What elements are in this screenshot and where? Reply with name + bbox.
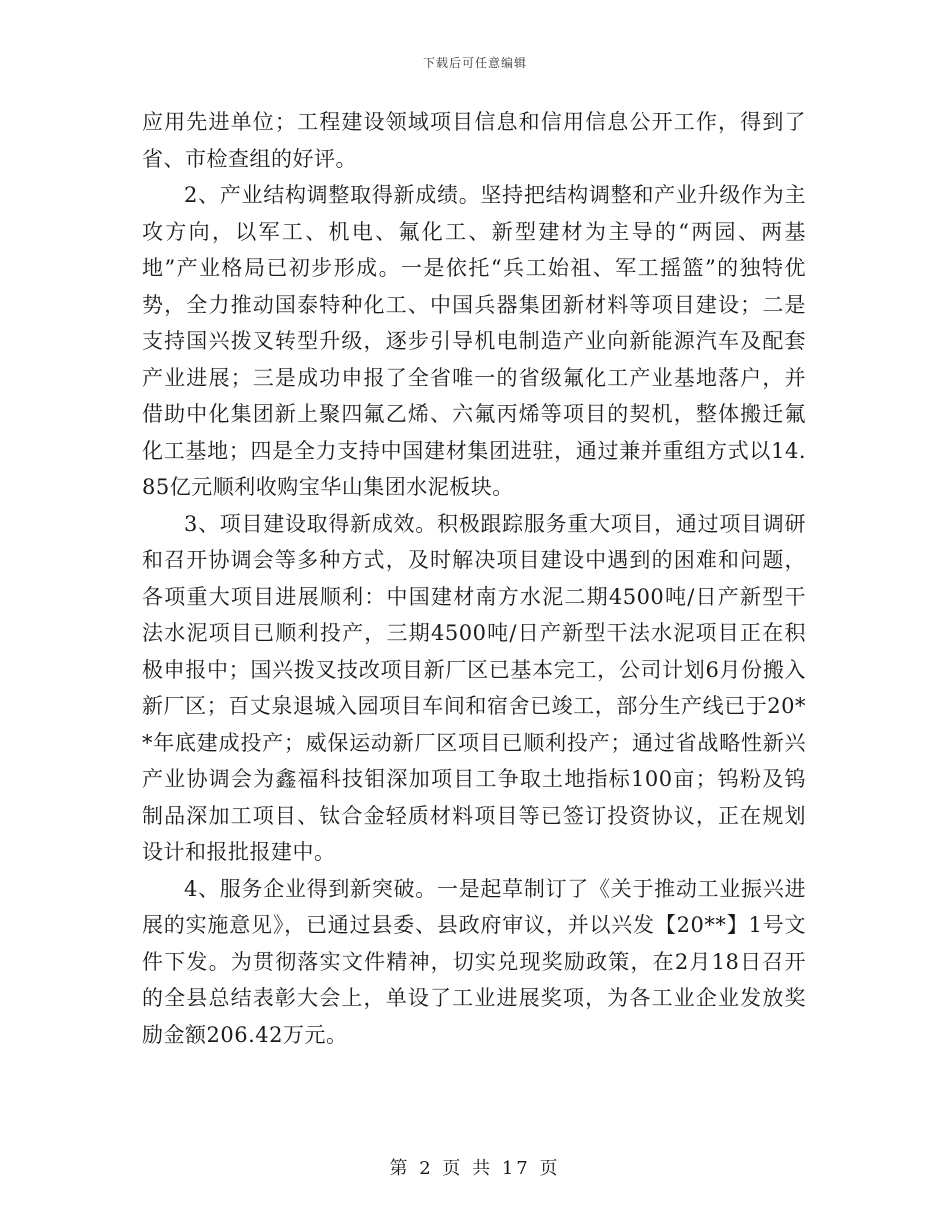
document-body bbox=[142, 104, 806, 1053]
paragraph-3: 3、项目建设取得新成效。积极跟踪服务重大项目，通过项目调研和召开协调会等多种方式，及时解决项目建设中遇到的困难和问题，各项重大项目进展顺利：中国建材南方水泥二期4500吨/日产新型干法水泥项目已顺利投产，三期4500吨/日产新型干法水泥项目正在积极申报中；国兴拨叉技改项目新厂区已基本完工，公司计划6月份搬入新厂区；百丈泉退城入园项目车间和宿舍已竣工，部分生产线已于20**年底建成投产；威保运动新厂区项目已顺利投产；通过省战略性新兴产业协调会为鑫福科技钼深加项目工争取土地指标100亩；钨粉及钨制品深加工项目、钛合金轻质材料项目等已签订投资协议，正在规划设计和报批报建中。 bbox=[142, 511, 806, 864]
page-header: 下载后可任意编辑 bbox=[422, 56, 527, 70]
page-number: 第 2 页 共 17 页 bbox=[389, 1158, 561, 1179]
paragraph-1: 应用先进单位；工程建设领域项目信息和信用信息公开工作，得到了省、市检查组的好评。 bbox=[142, 110, 806, 171]
paragraph-2: 2、产业结构调整取得新成绩。坚持把结构调整和产业升级作为主攻方向，以军工、机电、氟化工、新型建材为主导的“两园、两基地”产业格局已初步形成。一是依托“兵工始祖、军工摇篮”的独特优势，全力推动国泰特种化工、中国兵器集团新材料等项目建设；二是支持国兴拨叉转型升级，逐步引导机电制造产业向新能源汽车及配套产业进展；三是成功申报了全省唯一的省级氟化工产业基地落户，并借助中化集团新上聚四氟乙烯、六氟丙烯等项目的契机，整体搬迁氟化工基地；四是全力支持中国建材集团进驻，通过兼并重组方式以14.85亿元顺利收购宝华山集团水泥板块。 bbox=[142, 183, 806, 499]
paragraph-4: 4、服务企业得到新突破。一是起草制订了《关于推动工业振兴进展的实施意见》，已通过县委、县政府审议，并以兴发【20**】1号文件下发。为贯彻落实文件精神，切实兑现奖励政策，在2月18日召开的全县总结表彰大会上，单设了工业进展奖项，为各工业企业发放奖励金额206.42万元。 bbox=[142, 876, 806, 1047]
